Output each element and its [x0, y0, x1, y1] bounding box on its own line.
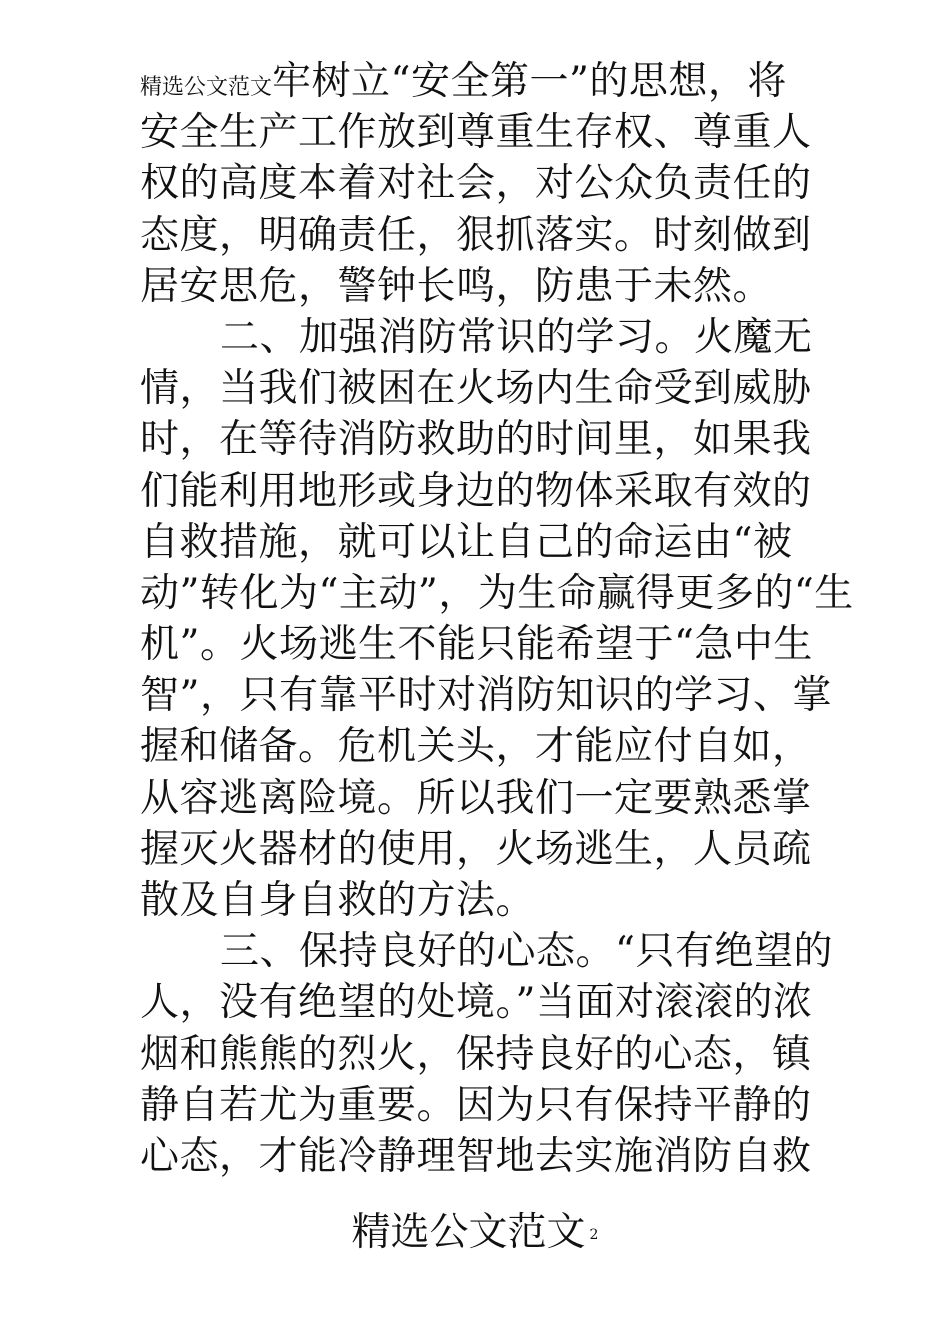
text-line: 时，在等待消防救助的时间里，如果我: [140, 417, 812, 463]
text-line: 烟和熊熊的烈火，保持良好的心态，镇: [140, 1031, 812, 1077]
text-line: 动”转化为“主动”，为生命赢得更多的“生: [140, 570, 854, 616]
paragraph-heading-line: 二、加强消防常识的学习。火魔无: [220, 314, 813, 360]
text-line: 居安思危，警钟长鸣，防患于未然。: [140, 263, 773, 309]
line-text: 牢树立“安全第一”的思想，将: [272, 59, 787, 104]
text-line: 握和储备。危机关头，才能应付自如，: [140, 724, 812, 770]
text-line: 安全生产工作放到尊重生存权、尊重人: [140, 110, 812, 156]
text-line: 机”。火场逃生不能只能希望于“急中生: [140, 622, 813, 668]
document-body: [140, 56, 854, 1182]
paragraph-heading-line: 三、保持良好的心态。“只有绝望的: [220, 929, 833, 975]
text-line: [140, 56, 830, 107]
text-line: 散及自身自救的方法。: [140, 878, 536, 923]
text-line: 们能利用地形或身边的物体采取有效的: [140, 468, 812, 514]
text-line: 从容逃离险境。所以我们一定要熟悉掌: [140, 775, 812, 821]
text-line: 静自若尤为重要。因为只有保持平静的: [140, 1082, 812, 1128]
page-number: 2: [589, 1227, 599, 1243]
text-line: 心态，才能冷静理智地去实施消防自救: [140, 1133, 812, 1179]
page-footer: [0, 1208, 950, 1260]
text-line: 握灭火器材的使用，火场逃生，人员疏: [140, 826, 812, 872]
text-line: 情，当我们被困在火场内生命受到威胁: [140, 366, 812, 412]
text-line: 智”，只有靠平时对消防知识的学习、掌: [140, 673, 832, 719]
footer-title: 精选公文范文: [351, 1210, 586, 1255]
header-tag: 精选公文范文: [140, 75, 273, 100]
text-line: 自救措施，就可以让自己的命运由“被: [140, 519, 793, 565]
text-line: 权的高度本着对社会，对公众负责任的: [140, 161, 812, 207]
text-line: 态度，明确责任，狠抓落实。时刻做到: [140, 212, 812, 258]
text-line: 人，没有绝望的处境。”当面对滚滚的浓: [140, 980, 813, 1026]
